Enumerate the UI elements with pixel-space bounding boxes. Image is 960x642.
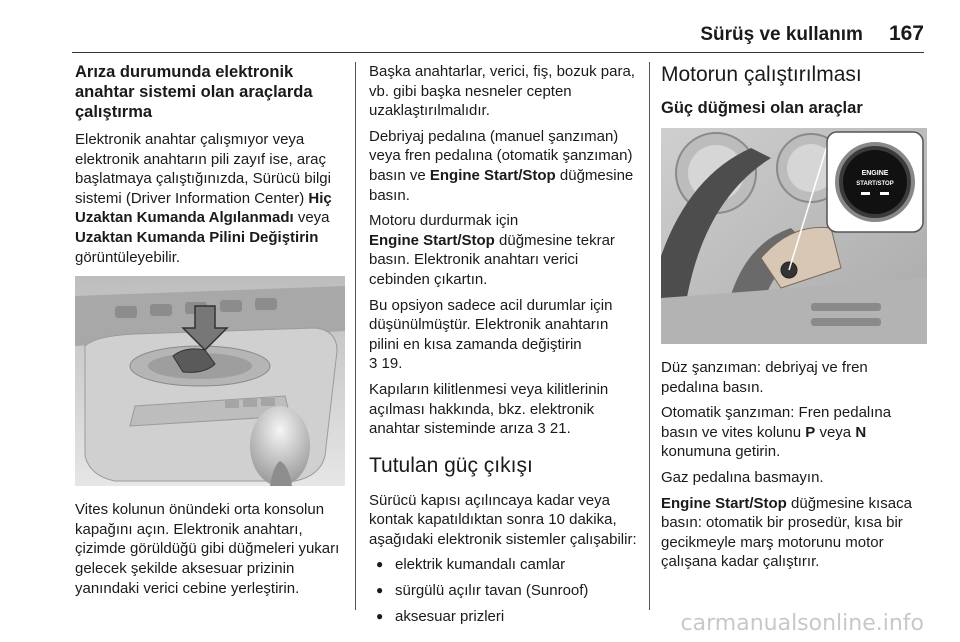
text: Bu opsiyon sadece acil durumlar için düşünülmüştür. Elektronik anahtarın pilini en kısa zamanda değiştirin bbox=[369, 296, 613, 353]
paragraph: Düz şanzıman: debriyaj ve fren pedalına basın. bbox=[661, 359, 868, 396]
bold-text: Engine Start/Stop bbox=[369, 231, 495, 249]
text: veya bbox=[815, 423, 856, 441]
list-item: ● aksesuar prizleri bbox=[369, 607, 637, 627]
page-reference[interactable]: 3 19. bbox=[369, 355, 403, 373]
list-item: ● sürgülü açılır tavan (Sunroof) bbox=[369, 581, 637, 601]
paragraph bbox=[369, 127, 637, 205]
bold-text: Engine Start/Stop bbox=[661, 494, 787, 512]
page-number: 167 bbox=[888, 22, 924, 45]
text: düğmesine tekrar basın. Elektronik anahtarı verici cebinden çıkartın. bbox=[369, 231, 615, 288]
text: Otomatik şanzıman: Fren pedalına basın ve vites kolunu bbox=[661, 404, 892, 441]
paragraph bbox=[75, 130, 345, 267]
bold-text: N bbox=[855, 423, 867, 441]
section-heading: Tutulan güç çıkışı bbox=[369, 453, 533, 477]
text: Motoru durdurmak için bbox=[369, 212, 519, 230]
bullet-list bbox=[369, 555, 637, 626]
button-label-line2: START/STOP bbox=[856, 181, 894, 187]
watermark: carmanualsonline.info bbox=[680, 611, 924, 636]
bold-text: P bbox=[805, 423, 816, 441]
list-item: ● elektrik kumandalı camlar bbox=[369, 555, 637, 575]
text: düğmesine kısaca basın: otomatik bir prosedür, kısa bir gecikmeyle marş motorunu motor çalışana kadar çalıştırır. bbox=[661, 494, 912, 571]
section-title: Sürüş ve kullanım bbox=[700, 24, 863, 45]
paragraph bbox=[661, 494, 927, 572]
paragraph bbox=[661, 403, 927, 462]
bold-text: Hiç Uzaktan Kumanda Algılanmadı bbox=[75, 189, 332, 227]
sub-heading: Güç düğmesi olan araçlar bbox=[661, 99, 863, 117]
paragraph bbox=[369, 380, 637, 439]
text: Elektronik anahtar çalışmıyor veya elektronik anahtarın pili zayıf ise, araç başlatmaya çalıştığınızda, Sürücü bilgi sistemi (Driver Information Center) bbox=[75, 131, 331, 207]
column-divider bbox=[355, 62, 356, 610]
header-divider bbox=[72, 52, 924, 53]
text: görüntüleyebilir. bbox=[75, 248, 181, 266]
text: veya bbox=[293, 209, 330, 227]
bold-text: Engine Start/Stop bbox=[429, 166, 556, 184]
column-3 bbox=[661, 62, 927, 578]
paragraph: Başka anahtarlar, verici, fiş, bozuk para, vb. gibi başka nesneler cepten uzaklaştırılmalıdır. bbox=[369, 63, 635, 120]
text: Kapıların kilitlenmesi veya kilitlerinin açılması hakkında, bkz. elektronik anahtar sisteminde arıza bbox=[369, 380, 609, 438]
column-2 bbox=[369, 62, 637, 632]
steering-wheel-engine-button-illustration bbox=[661, 128, 927, 344]
paragraph: Gaz pedalına basmayın. bbox=[661, 468, 824, 486]
page-reference[interactable]: 3 21. bbox=[537, 420, 571, 438]
paragraph bbox=[369, 296, 637, 374]
paragraph: Sürücü kapısı açılıncaya kadar veya kontak kapatıldıktan sonra 10 dakika, aşağıdaki elektronik sistemler çalışabilir: bbox=[369, 491, 637, 548]
page-header bbox=[60, 22, 924, 52]
text: Debriyaj pedalına (manuel şanzıman) veya fren pedalına (otomatik şanzıman) basın ve bbox=[369, 127, 633, 184]
button-label-line1: ENGINE bbox=[861, 170, 889, 177]
column-1 bbox=[75, 62, 345, 604]
paragraph: Vites kolunun önündeki orta konsolun kapağını açın. Elektronik anahtarı, çizimde görüldüğü gibi düğmeleri yukarı gelecek şekilde aksesuar prizinin yanındaki verici cebine yerleştirin. bbox=[75, 501, 340, 597]
bold-text: Uzaktan Kumanda Pilini Değiştirin bbox=[75, 228, 319, 246]
console-key-pocket-illustration bbox=[75, 276, 345, 486]
text: konumuna getirin. bbox=[661, 443, 781, 461]
section-heading: Motorun çalıştırılması bbox=[661, 63, 862, 86]
section-heading: Arıza durumunda elektronik anahtar sistemi olan araçlarda çalıştırma bbox=[75, 63, 313, 121]
column-divider bbox=[649, 62, 650, 610]
paragraph bbox=[369, 211, 637, 289]
text: düğmesine basın. bbox=[369, 166, 634, 204]
